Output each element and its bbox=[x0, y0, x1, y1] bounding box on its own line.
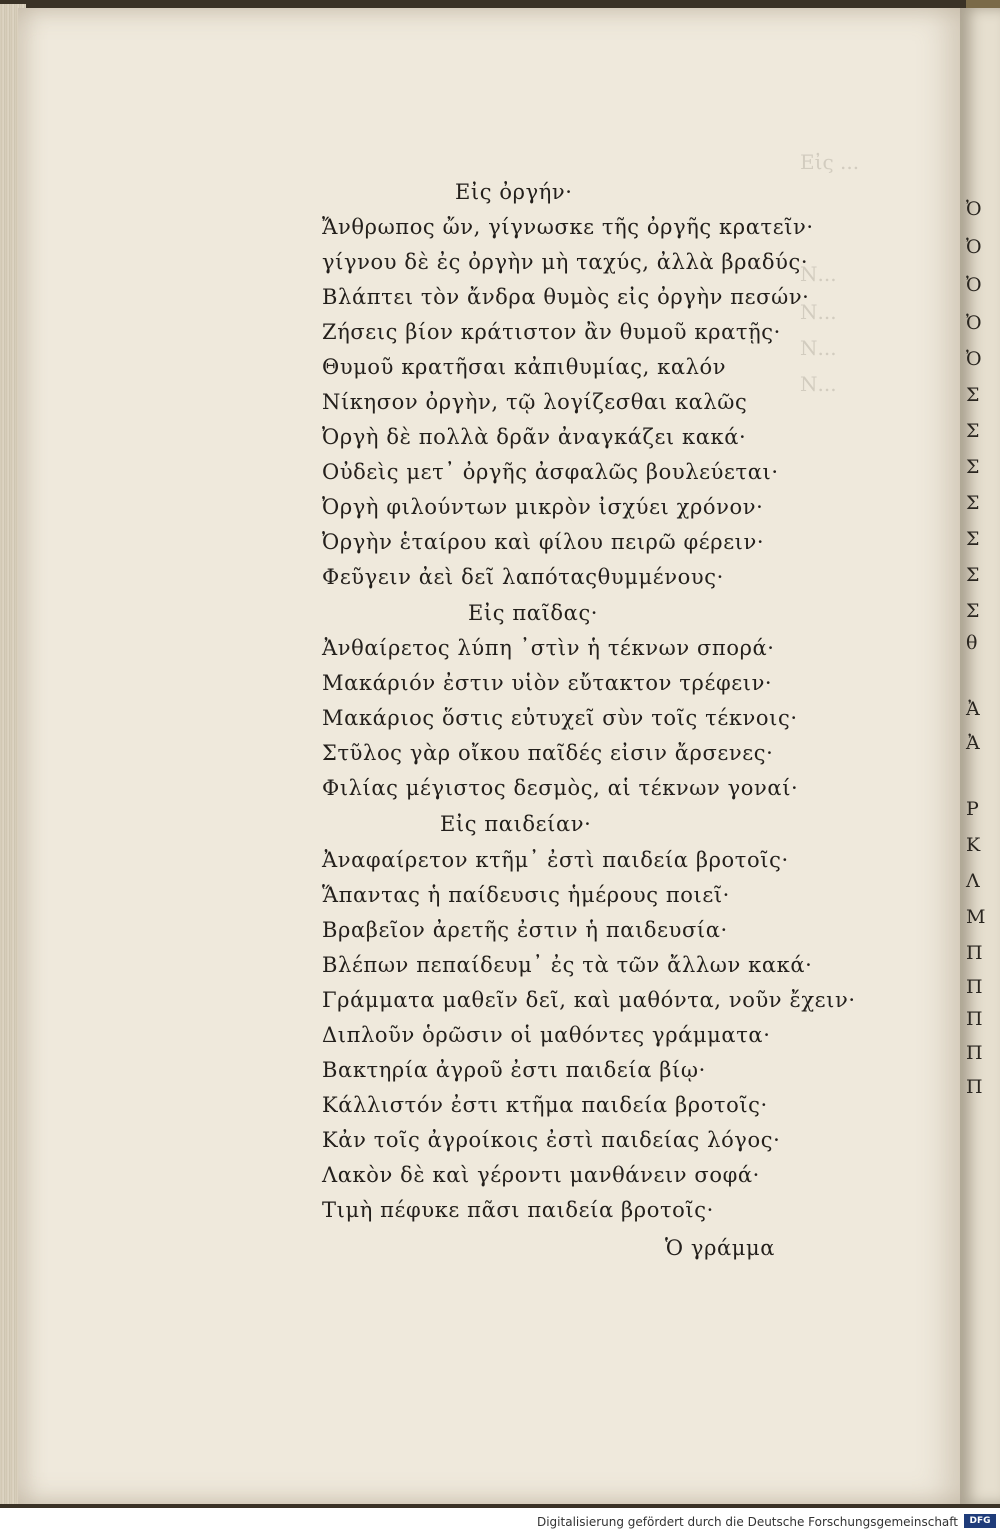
verse-line: Ὀργὴν ἑταίρου καὶ φίλου πειρῶ φέρειν· bbox=[322, 530, 765, 554]
funding-credit: Digitalisierung gefördert durch die Deutsche Forschungsgemeinschaft bbox=[536, 1515, 958, 1529]
adjacent-page-edge: Ὀ Ὀ Ὀ Ὀ Ὀ Σ Σ Σ Σ Σ Σ Σ θ Ἀ Ἀ Ρ Κ Λ Μ Π Π Π Π Π bbox=[960, 8, 1000, 1504]
verse-line: Κἀν τοῖς ἀγροίκοις ἐστὶ παιδείας λόγος· bbox=[322, 1128, 781, 1152]
verse-line: Ἅπαντας ἡ παίδευσις ἡμέρους ποιεῖ· bbox=[322, 883, 730, 907]
verse-line: Ζήσεις βίον κράτιστον ἂν θυμοῦ κρατῇς· bbox=[322, 320, 781, 344]
dfg-logo: DFG bbox=[964, 1514, 996, 1528]
digitization-footer bbox=[0, 1508, 1000, 1534]
verse-line: Θυμοῦ κρατῆσαι κἀπιθυμίας, καλόν bbox=[322, 355, 727, 379]
verse-line: Βλάπτει τὸν ἄνδρα θυμὸς εἰς ὀργὴν πεσών· bbox=[322, 285, 810, 309]
verse-line: Διπλοῦν ὁρῶσιν οἱ μαθόντες γράμματα· bbox=[322, 1023, 771, 1047]
scanned-book-spread: Ὀ Ὀ Ὀ Ὀ Ὀ Σ Σ Σ Σ Σ Σ Σ θ Ἀ Ἀ Ρ Κ Λ Μ Π Π Π Π Π Εἰς ... Ν... Ν... Ν... Ν... Εἰς ὀργήν· Ἄνθρωπος ὤν, γίγνωσκε τῆς ὀργῆς κρατεῖν· γίγνου δὲ ἐς ὀργὴν μὴ ταχύς, ἀλλὰ βραδύς· Βλάπτει τὸν ἄνδρα θυμὸς εἰς ὀργὴν πεσών· Ζήσεις βίον κράτιστον ἂν θυμοῦ κρατῇς· Θυμοῦ κρατῆσαι κἀπιθυμίας, καλόν Νίκησον ὀργὴν, τῷ λογίζεσθαι καλῶς Ὀργὴ δὲ πολλὰ δρᾶν ἀναγκάζει κακά· Οὐδεὶς μετ᾽ ὀργῆς ἀσφαλῶς βουλεύεται· Ὀργὴ φιλούντων μικρὸν ἰσχύει χρόνον· Ὀργὴν ἑταίρου καὶ φίλου πειρῶ φέρειν· Φεῦγειν ἀεὶ δεῖ λαπόταςθυμμένους· Εἰς παῖδας· Ἀνθαίρετος λύπη ᾽στὶν ἡ τέκνων σπορά· Μακάριόν ἐστιν υἱὸν εὔτακτον τρέφειν· Μακάριος ὅστις εὐτυχεῖ σὺν τοῖς τέκνοις· Στῦλος γὰρ οἴκου παῖδές εἰσιν ἄρσενες· Φιλίας μέγιστος δεσμὸς, αἱ τέκνων γοναί· Εἰς παιδείαν· Ἀναφαίρετον κτῆμ᾽ ἐστὶ παιδεία βροτοῖς· Ἅπαντας ἡ παίδευσις ἡμέρους ποιεῖ· Βραβεῖον ἀρετῆς ἐστιν ἡ παιδευσία· Βλέπων πεπαίδευμ᾽ ἐς τὰ τῶν ἄλλων κακά· Γράμματα μαθεῖν δεῖ, καὶ μαθόντα, νοῦν ἔχειν· Διπλοῦν ὁρῶσιν οἱ μαθόντες γράμματα· Βακτηρία ἀγροῦ ἐστι παιδεία βίῳ· Κάλλιστόν ἐστι κτῆμα παιδεία βροτοῖς· Κἀν τοῖς ἀγροίκοις ἐστὶ παιδείας λόγος· Λακὸν δὲ καὶ γέροντι μανθάνειν σοφά· Τιμὴ πέφυκε πᾶσι παιδεία βροτοῖς· Ὁ γράμμα bbox=[0, 0, 1000, 1508]
verse-line: Λακὸν δὲ καὶ γέροντι μανθάνειν σοφά· bbox=[322, 1163, 760, 1187]
verse-line: Οὐδεὶς μετ᾽ ὀργῆς ἀσφαλῶς βουλεύεται· bbox=[322, 460, 779, 484]
catchword: Ὁ γράμμα bbox=[665, 1236, 776, 1260]
verse-line: Βακτηρία ἀγροῦ ἐστι παιδεία βίῳ· bbox=[322, 1058, 706, 1082]
verse-line: Φιλίας μέγιστος δεσμὸς, αἱ τέκνων γοναί· bbox=[322, 776, 799, 800]
verse-line: Ἀνθαίρετος λύπη ᾽στὶν ἡ τέκνων σπορά· bbox=[322, 636, 775, 660]
verse-line: Τιμὴ πέφυκε πᾶσι παιδεία βροτοῖς· bbox=[322, 1198, 714, 1222]
section-heading-education: Εἰς παιδείαν· bbox=[440, 812, 592, 836]
verse-line: γίγνου δὲ ἐς ὀργὴν μὴ ταχύς, ἀλλὰ βραδύς· bbox=[322, 250, 809, 274]
verse-line: Μακάριόν ἐστιν υἱὸν εὔτακτον τρέφειν· bbox=[322, 671, 773, 695]
verse-line: Μακάριος ὅστις εὐτυχεῖ σὺν τοῖς τέκνοις· bbox=[322, 706, 798, 730]
verse-line: Βραβεῖον ἀρετῆς ἐστιν ἡ παιδευσία· bbox=[322, 918, 728, 942]
verse-line: Ἄνθρωπος ὤν, γίγνωσκε τῆς ὀργῆς κρατεῖν· bbox=[322, 215, 814, 239]
verse-line: Κάλλιστόν ἐστι κτῆμα παιδεία βροτοῖς· bbox=[322, 1093, 768, 1117]
section-heading-children: Εἰς παῖδας· bbox=[468, 601, 599, 625]
verse-line: Ὀργὴ φιλούντων μικρὸν ἰσχύει χρόνον· bbox=[322, 495, 764, 519]
section-heading-anger: Εἰς ὀργήν· bbox=[455, 180, 573, 204]
verse-line: Στῦλος γὰρ οἴκου παῖδές εἰσιν ἄρσενες· bbox=[322, 741, 774, 765]
verse-line: Φεῦγειν ἀεὶ δεῖ λαπόταςθυμμένους· bbox=[322, 565, 724, 589]
verse-line: Γράμματα μαθεῖν δεῖ, καὶ μαθόντα, νοῦν ἔχειν· bbox=[322, 988, 856, 1012]
verse-line: Ὀργὴ δὲ πολλὰ δρᾶν ἀναγκάζει κακά· bbox=[322, 425, 747, 449]
verse-line: Νίκησον ὀργὴν, τῷ λογίζεσθαι καλῶς bbox=[322, 390, 748, 414]
verse-line: Βλέπων πεπαίδευμ᾽ ἐς τὰ τῶν ἄλλων κακά· bbox=[322, 953, 813, 977]
verse-line: Ἀναφαίρετον κτῆμ᾽ ἐστὶ παιδεία βροτοῖς· bbox=[322, 848, 789, 872]
